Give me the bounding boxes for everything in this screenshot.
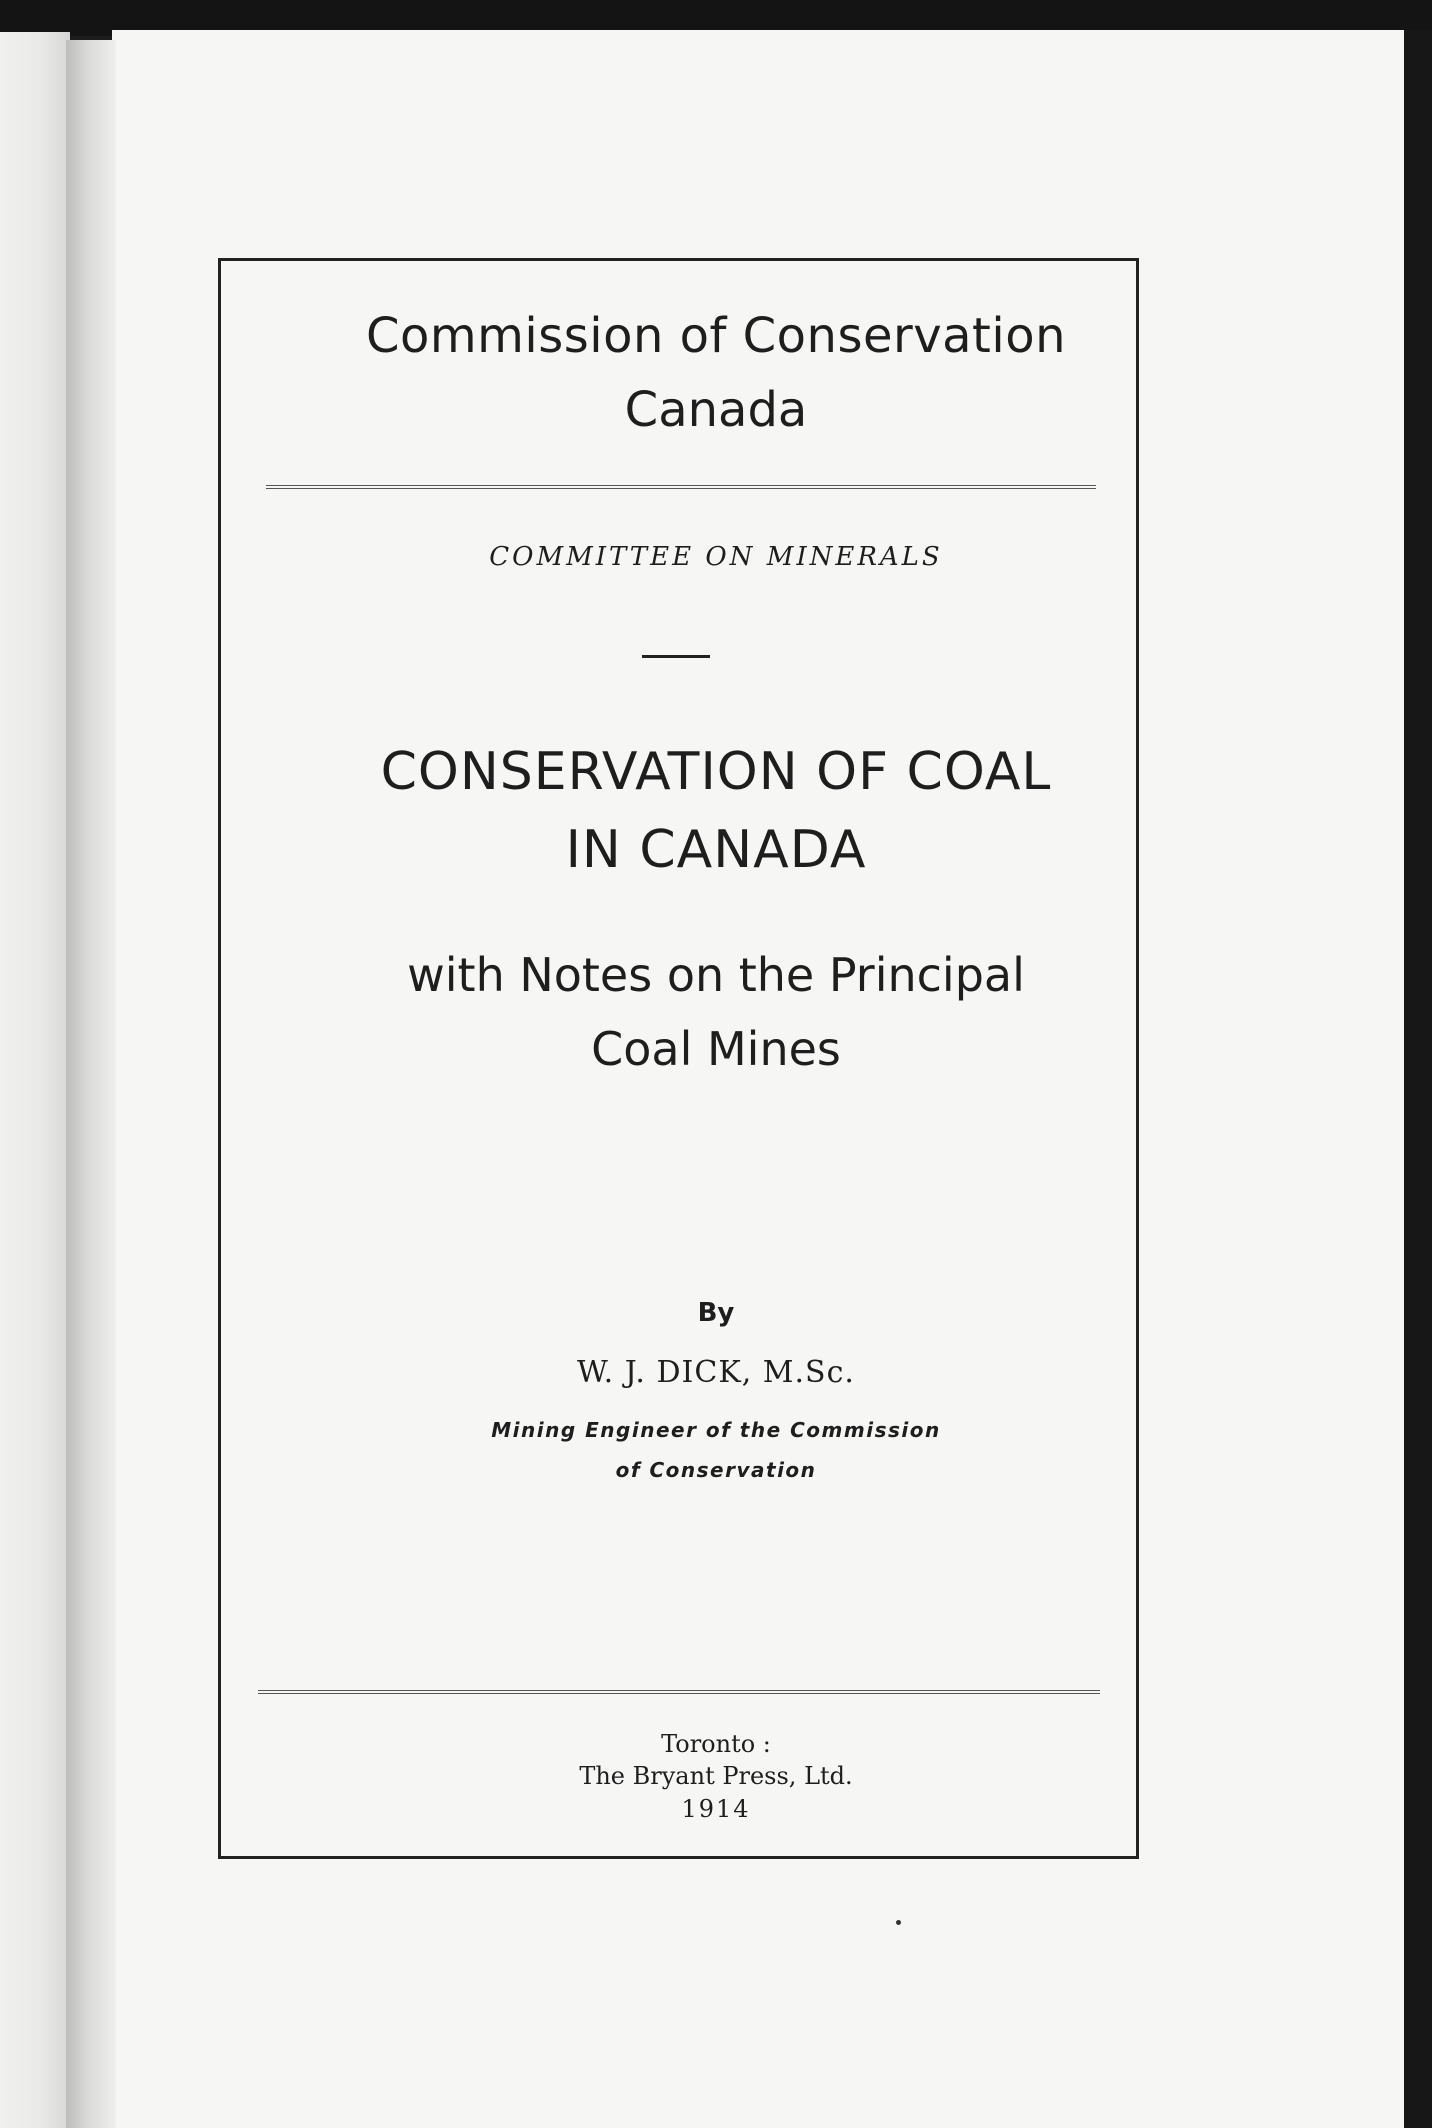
imprint-publisher: The Bryant Press, Ltd. <box>579 1762 853 1790</box>
short-dash-divider <box>642 655 710 658</box>
book-subtitle-line-1: with Notes on the Principal <box>407 948 1025 1002</box>
paper-speck <box>896 1920 901 1925</box>
committee-heading: COMMITTEE ON MINERALS <box>489 542 943 572</box>
author-role-line-1: Mining Engineer of the Commission <box>491 1418 941 1442</box>
by-label: By <box>697 1298 735 1328</box>
double-rule-top <box>266 485 1096 489</box>
imprint-year: 1914 <box>681 1795 751 1823</box>
book-title-line-2: IN CANADA <box>565 820 867 880</box>
book-title-line-1: CONSERVATION OF COAL <box>380 742 1052 802</box>
book-subtitle-line-2: Coal Mines <box>591 1022 841 1076</box>
double-rule-bottom <box>258 1690 1100 1694</box>
author-role-line-2: of Conservation <box>615 1458 817 1482</box>
institution-name: Commission of Conservation <box>366 308 1066 364</box>
imprint-place: Toronto : <box>661 1730 771 1758</box>
author-name: W. J. DICK, M.Sc. <box>577 1355 855 1390</box>
institution-country: Canada <box>624 382 808 438</box>
